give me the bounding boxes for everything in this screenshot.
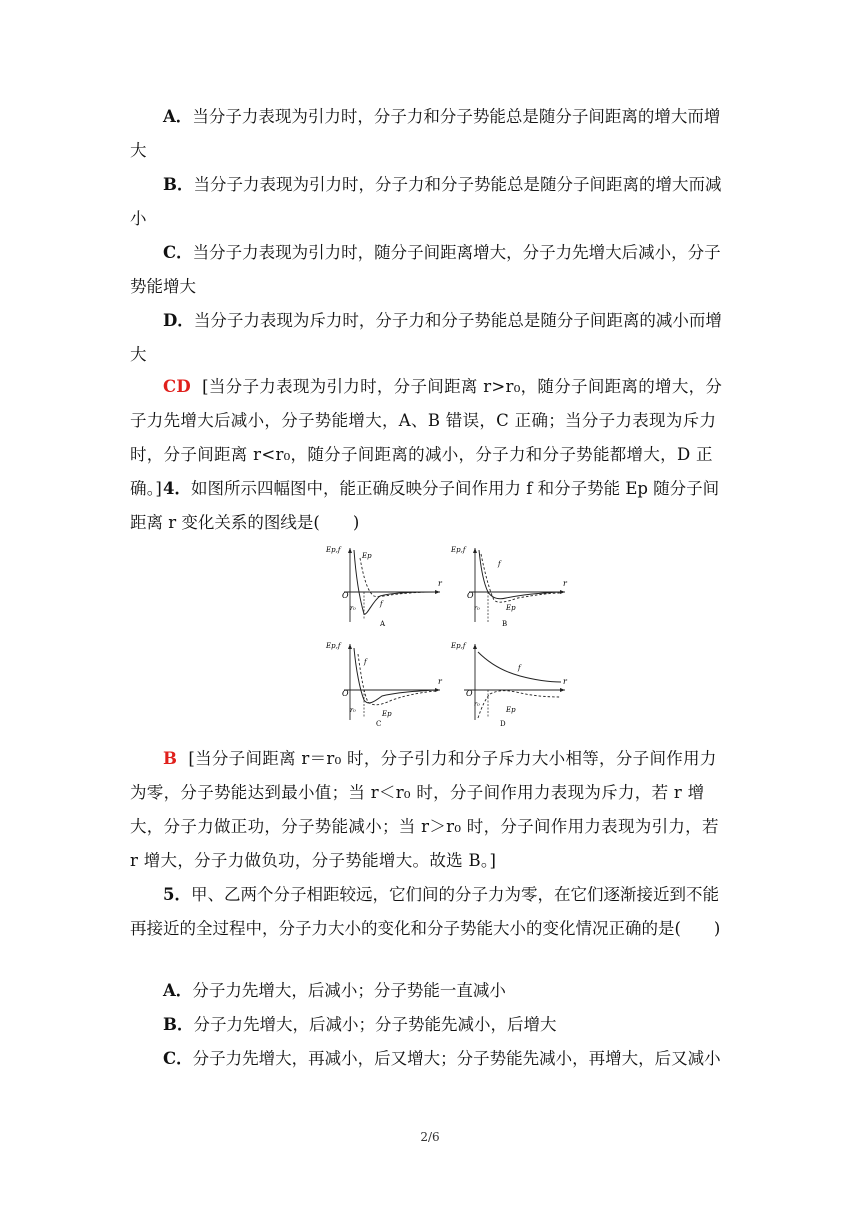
panel-d-caption: D (500, 720, 506, 728)
panel-a (325, 546, 443, 628)
panel-b-origin: O (467, 591, 474, 600)
q3-option-c: C．当分子力表现为引力时，随分子间距离增大，分子力先增大后减小，分子势能增大 (130, 243, 721, 296)
q3-answer-explanation: [当分子力表现为引力时，分子间距离 r>r₀，随分子间距离的增大，分子力先增大后减小，分子势能增大，A、B 错误，C 正确；当分子力表现为斥力时，分子间距离 r<r₀，随分子间距离的减小，分子力和分子势能都增大，D 正确。] (130, 377, 723, 498)
q3-answer-key: CD (163, 377, 192, 396)
panel-a-r0: r₀ (350, 604, 356, 612)
q3-option-a: A．当分子力表现为引力时，分子力和分子势能总是随分子间距离的增大而增大 (130, 107, 721, 160)
panel-b-r0: r₀ (474, 604, 480, 612)
panel-a-y-label: Ep,f (326, 546, 341, 554)
panel-a-caption: A (380, 620, 386, 628)
q3-option-b: B．当分子力表现为引力时，分子力和分子势能总是随分子间距离的增大而减小 (130, 175, 722, 228)
panel-d-y-label: Ep,f (451, 642, 466, 650)
q4-answer-key: B (163, 749, 178, 768)
panel-c-ep-label: Ep (382, 710, 392, 718)
panel-d-origin: O (466, 689, 473, 698)
panel-c-origin: O (342, 689, 349, 698)
panel-c-y-label: Ep,f (326, 642, 341, 650)
panel-b-x-label: r (563, 579, 567, 588)
page-number: 2/6 (420, 1130, 440, 1144)
panel-d (450, 642, 568, 728)
panel-c-caption: C (376, 720, 382, 728)
panel-c-f-label: f (364, 658, 367, 666)
panel-d-r0: r₀ (474, 700, 480, 708)
q5-option-a: A．分子力先增大，后减小；分子势能一直减小 (163, 981, 506, 1000)
panel-a-origin: O (342, 591, 349, 600)
q4-figure (320, 540, 570, 735)
q4-stem: 4．如图所示四幅图中，能正确反映分子间作用力 f 和分子势能 Ep 随分子间距离 r 变化关系的图线是( ) (130, 479, 720, 532)
q5-stem: 5．甲、乙两个分子相距较远，它们间的分子力为零，在它们逐渐接近到不能再接近的全过程中，分子力大小的变化和分子势能大小的变化情况正确的是( ) (130, 885, 721, 938)
panel-b-y-label: Ep,f (451, 546, 466, 554)
panel-b-ep-label: Ep (506, 604, 516, 612)
q5-option-c: C．分子力先增大，再减小，后又增大；分子势能先减小，再增大，后又减小 (163, 1049, 721, 1068)
q4-figure-svg (320, 540, 570, 735)
panel-a-x-label: r (438, 579, 442, 588)
panel-d-f-label: f (518, 664, 521, 672)
panel-d-x-label: r (563, 677, 567, 686)
panel-c (325, 642, 443, 728)
q4-answer-explanation: [当分子间距离 r＝r₀ 时，分子引力和分子斥力大小相等，分子间作用力为零，分子势能达到最小值；当 r＜r₀ 时，分子间作用力表现为斥力，若 r 增大，分子力做正功，分子势能减小；当 r＞r₀ 时，分子间作用力表现为引力，若 r 增大，分子力做负功，分子势能增大。故选 B。] (130, 749, 719, 870)
panel-c-x-label: r (438, 677, 442, 686)
panel-b-f-label: f (498, 560, 501, 568)
panel-b (450, 546, 568, 628)
panel-a-f-label: f (380, 600, 383, 608)
q3-option-d: D．当分子力表现为斥力时，分子力和分子势能总是随分子间距离的减小而增大 (130, 311, 722, 364)
panel-b-caption: B (502, 620, 508, 628)
q4-answer (130, 742, 730, 878)
panel-d-ep-label: Ep (506, 706, 516, 714)
panel-c-r0: r₀ (350, 706, 356, 714)
q5-option-b: B．分子力先增大，后减小；分子势能先减小，后增大 (163, 1015, 557, 1034)
panel-a-ep-label: Ep (362, 552, 372, 560)
